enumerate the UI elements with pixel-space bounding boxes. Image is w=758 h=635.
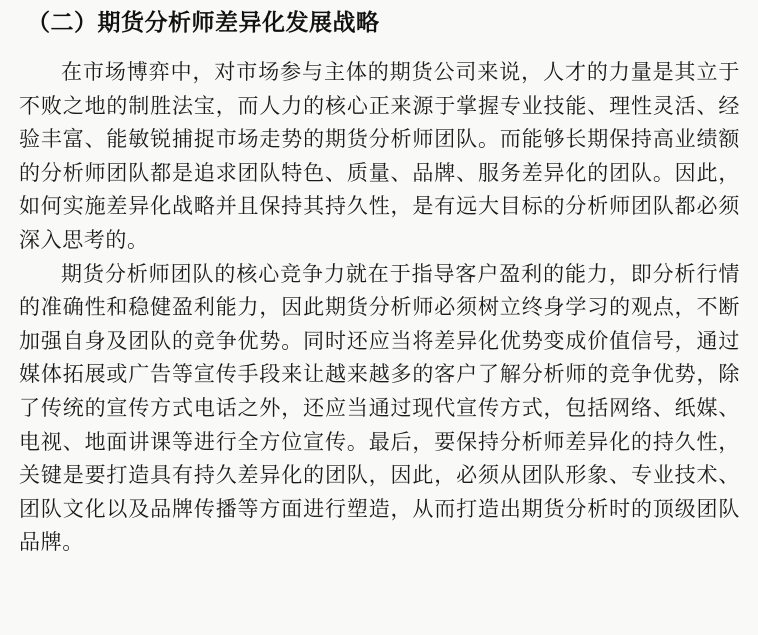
body-text: [19, 56, 740, 560]
paragraph-core-competitiveness: 期货分析师团队的核心竞争力就在于指导客户盈利的能力，即分析行情的准确性和稳健盈利能力，因此期货分析师必须树立终身学习的观点，不断加强自身及团队的竞争优势。同时还应当将差异化优势变成价值信号，通过媒体拓展或广告等宣传手段来让越来越多的客户了解分析师的竞争优势，除了传统的宣传方式电话之外，还应当通过现代宣传方式，包括网络、纸媒、电视、地面讲课等进行全方位宣传。最后，要保持分析师差异化的持久性，关键是要打造具有持久差异化的团队，因此，必须从团队形象、专业技术、团队文化以及品牌传播等方面进行塑造，从而打造出期货分析时的顶级团队品牌。: [19, 261, 740, 555]
paragraph-talent-strategy: 在市场博弈中，对市场参与主体的期货公司来说，人才的力量是其立于不败之地的制胜法宝，而人力的核心正来源于掌握专业技能、理性灵活、经验丰富、能敏锐捕捉市场走势的期货分析师团队。而能够长期保持高业绩额的分析师团队都是追求团队特色、质量、品牌、服务差异化的团队。因此，如何实施差异化战略并且保持其持久性，是有远大目标的分析师团队都必须深入思考的。: [19, 60, 740, 252]
section-heading: （二）期货分析师差异化发展战略: [27, 10, 380, 36]
